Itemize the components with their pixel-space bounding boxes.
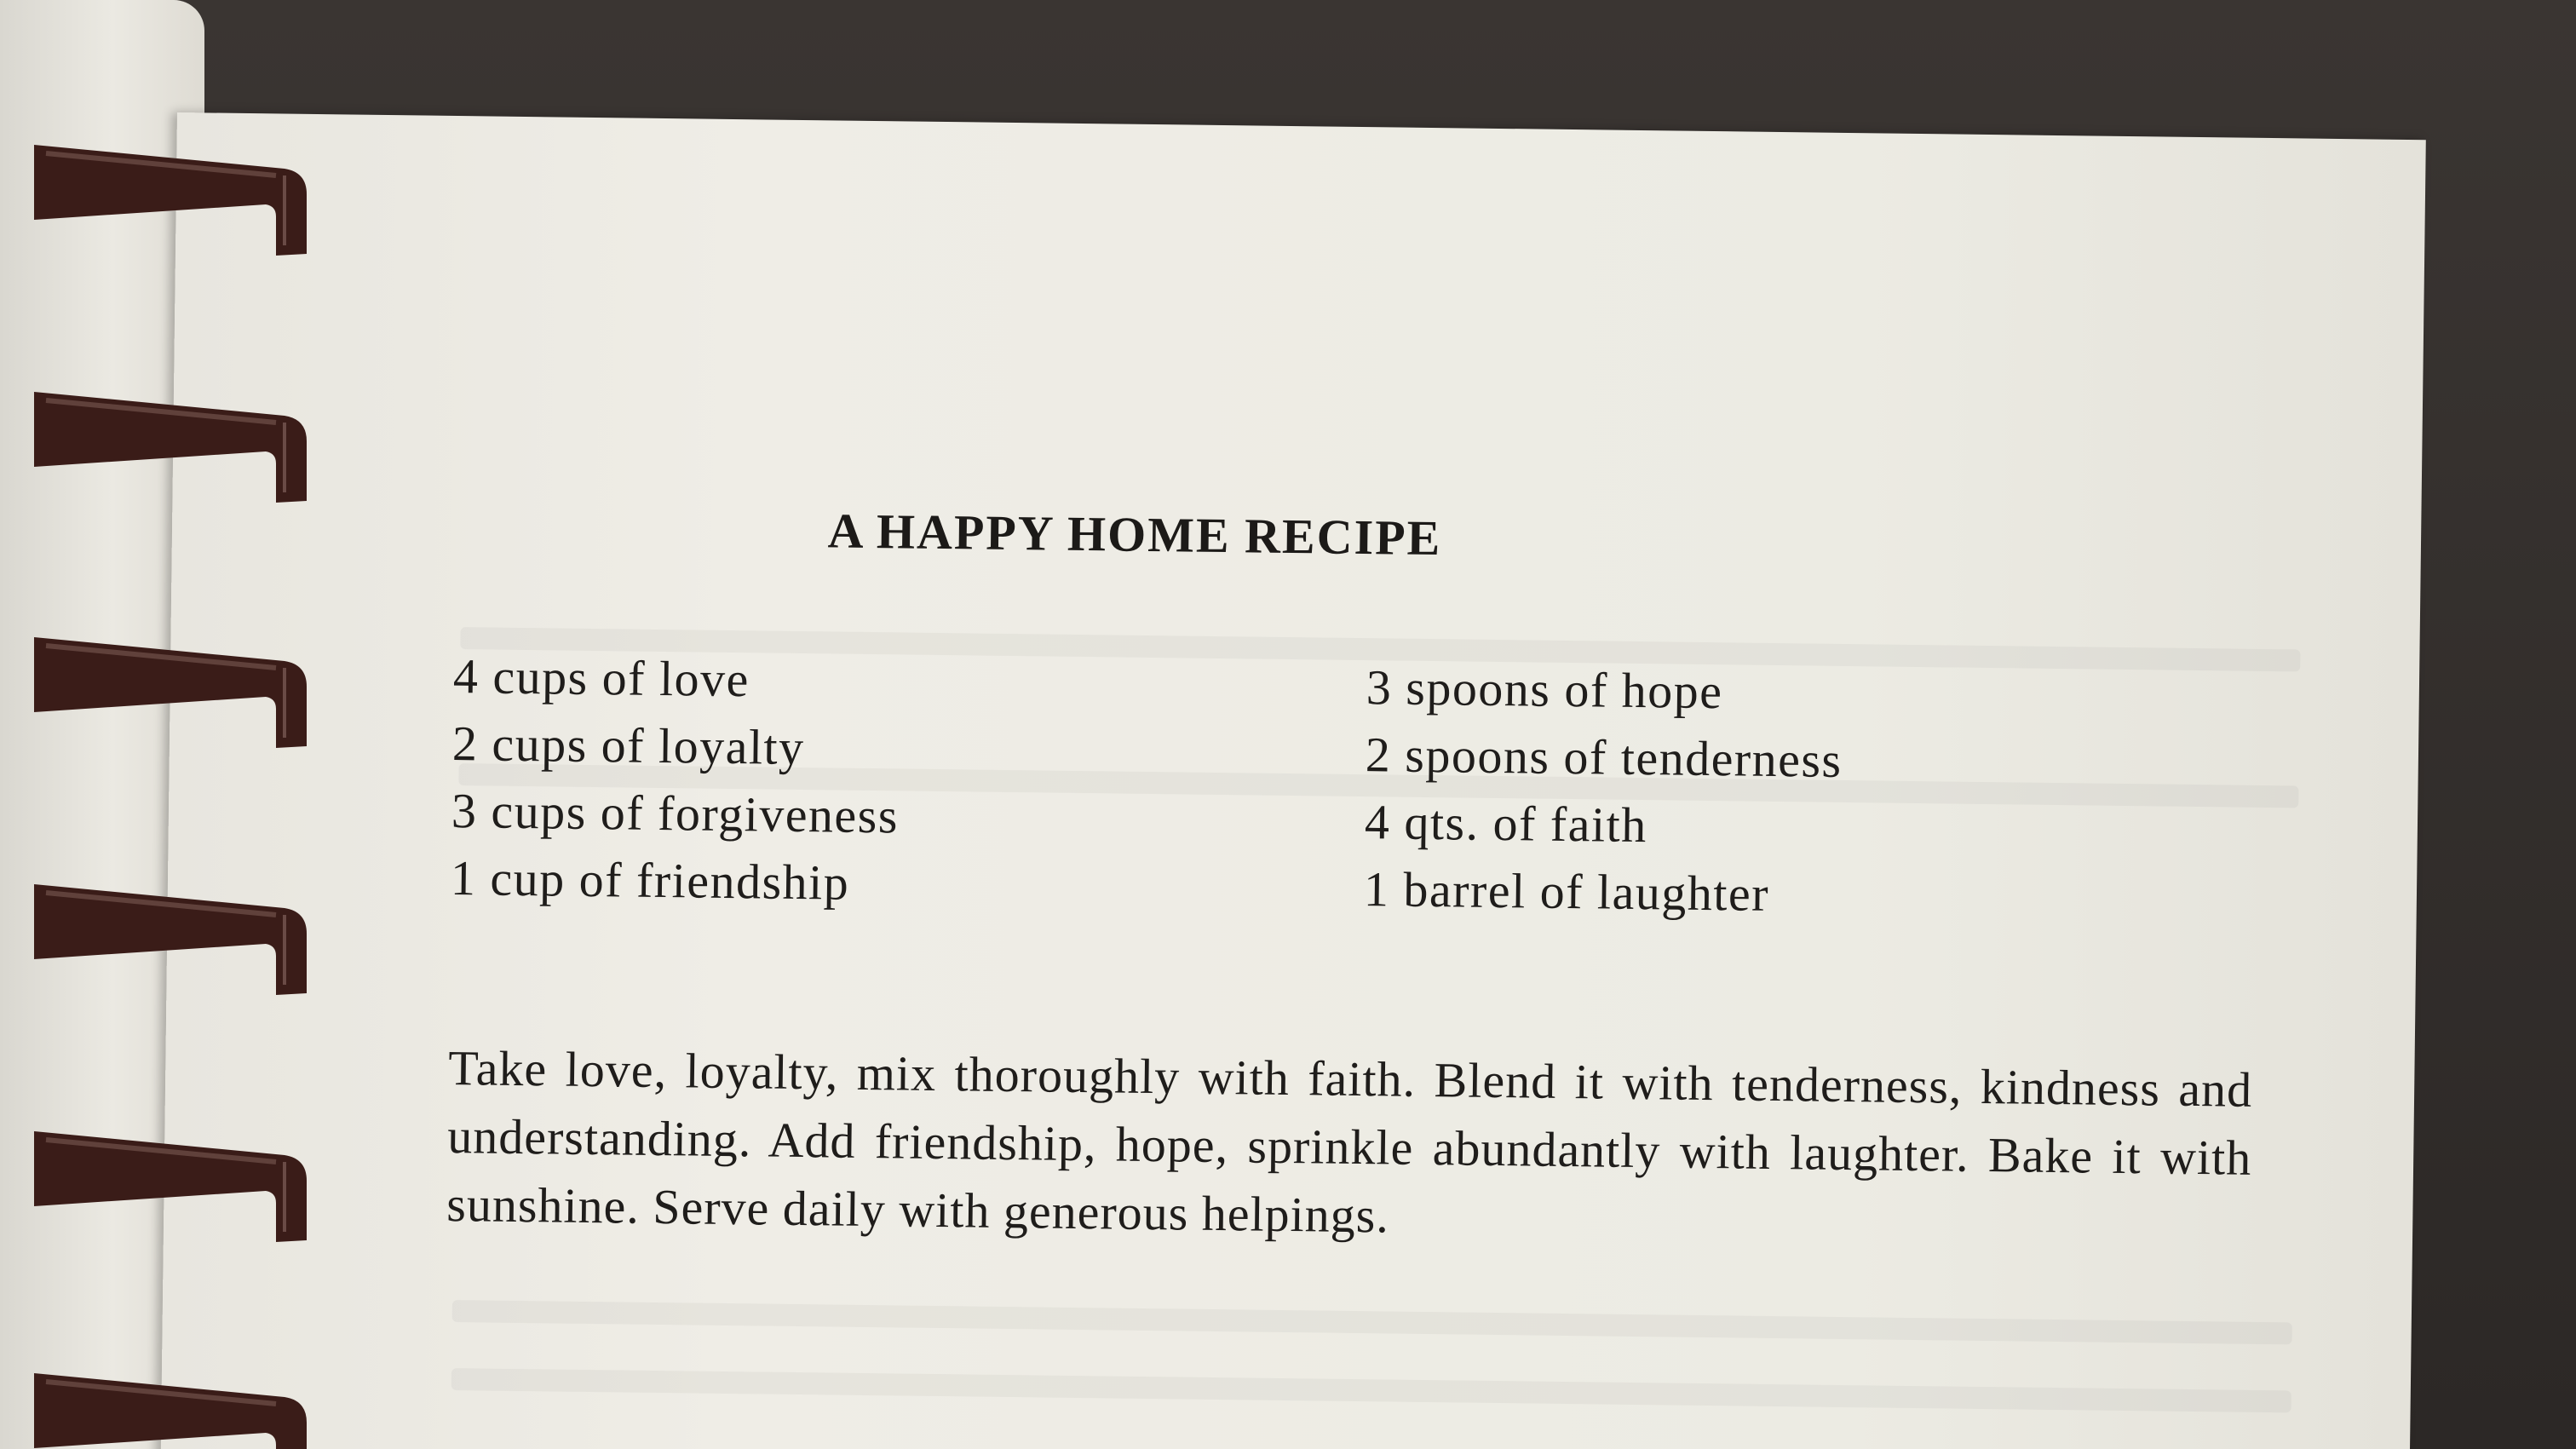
ingredient-item: 3 spoons of hope: [1366, 659, 1723, 720]
spiral-binding-ring-icon: [29, 874, 315, 1002]
ingredients-left-column: [451, 642, 1367, 923]
ingredients-right-column: [1363, 653, 1843, 929]
bleed-through-line: [451, 1368, 2291, 1412]
spiral-binding-ring-icon: [29, 382, 315, 509]
spiral-binding-ring-icon: [29, 1121, 315, 1249]
ingredient-item: 1 barrel of laughter: [1363, 861, 1770, 922]
spiral-binding-ring-icon: [29, 1363, 315, 1449]
spiral-binding-ring-icon: [29, 627, 315, 755]
recipe-title: A HAPPY HOME RECIPE: [827, 503, 1442, 566]
bleed-through-line: [452, 1300, 2292, 1344]
ingredient-item: 2 spoons of tenderness: [1365, 727, 1843, 788]
spiral-binding-ring-icon: [29, 135, 315, 262]
ingredient-item: 2 cups of loyalty: [451, 716, 806, 776]
recipe-page: [160, 112, 2426, 1449]
ingredient-item: 4 cups of love: [452, 648, 750, 708]
ingredient-item: 1 cup of friendship: [450, 849, 850, 911]
ingredient-item: 3 cups of forgiveness: [451, 782, 900, 844]
ingredients-list: [451, 642, 2158, 932]
ingredient-item: 4 qts. of faith: [1364, 794, 1648, 854]
recipe-instructions: Take love, loyalty, mix thoroughly with faith. Blend it with tenderness, kindness and understanding. Add friendship, hope, sprinkle abundantly with laughter. Bake it with sunshine. Serve daily with generous helpings.: [446, 1039, 2253, 1244]
